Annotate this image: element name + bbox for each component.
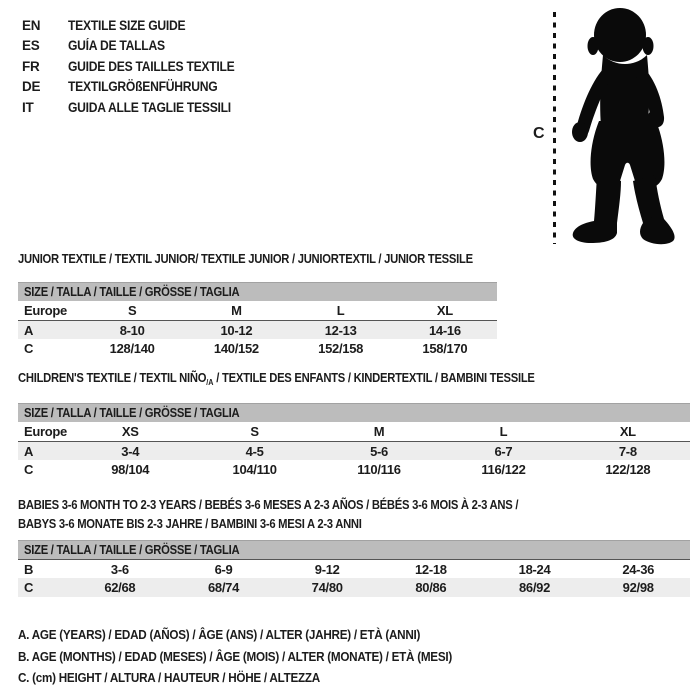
table-cell: 122/128 [605, 462, 651, 477]
language-code: IT [22, 99, 34, 115]
children-title-subscript: /A [206, 378, 214, 387]
row-label: C [24, 462, 34, 477]
table-row-europe [18, 301, 497, 320]
table-cell: 128/140 [109, 341, 155, 356]
table-row-age-months [18, 559, 690, 578]
table-cell: 6-9 [214, 561, 233, 577]
language-label: TEXTILGRÖßENFÜHRUNG [68, 79, 218, 95]
language-code: DE [22, 79, 41, 95]
table-row-age [18, 320, 497, 339]
language-row-fr [22, 56, 253, 77]
language-code: ES [22, 38, 40, 54]
row-label: Europe [24, 303, 67, 318]
babies-title-line2: BABYS 3-6 MONATE BIS 2-3 JAHRE / BAMBINI 3-6 MESI A 2-3 ANNI [18, 516, 362, 531]
table-cell: 98/104 [111, 462, 150, 477]
table-row-height [18, 339, 497, 358]
row-label: C [24, 341, 34, 356]
language-label: GUIDE DES TAILLES TEXTILE [68, 58, 235, 74]
children-title-part2: / TEXTILE DES ENFANTS / KINDERTEXTIL / BAMBINI TESSILE [213, 371, 535, 385]
table-cell: S [250, 424, 259, 439]
height-measure-label: C [533, 125, 545, 142]
table-cell: 152/158 [318, 341, 364, 356]
table-cell: 74/80 [311, 580, 343, 595]
table-row-height [18, 460, 690, 479]
toddler-silhouette-icon [563, 5, 695, 248]
legend [18, 624, 500, 689]
row-label: Europe [24, 424, 67, 439]
legend-line-a [18, 624, 500, 646]
table-header-bar [18, 282, 497, 301]
table-cell: XL [619, 424, 636, 439]
table-cell: 158/170 [422, 341, 468, 356]
table-cell: 86/92 [519, 580, 551, 595]
children-section-title [18, 371, 592, 387]
language-label: GUÍA DE TALLAS [68, 38, 165, 54]
table-cell: 7-8 [618, 443, 637, 459]
table-row-height [18, 578, 690, 597]
children-title-part1: CHILDREN'S TEXTILE / TEXTIL NIÑO [18, 371, 207, 385]
table-cell: 14-16 [429, 322, 461, 338]
babies-title-line1: BABIES 3-6 MONTH TO 2-3 YEARS / BEBÉS 3-6 MESES A 2-3 AÑOS / BÉBÉS 3-6 MOIS À 2-3 ANS / [18, 498, 519, 512]
table-cell: 110/116 [357, 462, 401, 477]
table-cell: M [373, 424, 385, 439]
table-header-label: SIZE / TALLA / TAILLE / GRÖSSE / TAGLIA [24, 406, 240, 420]
table-cell: 4-5 [245, 443, 264, 459]
row-label: B [24, 561, 34, 577]
language-row-it [22, 97, 253, 118]
language-code: FR [22, 58, 40, 74]
junior-size-table [18, 282, 497, 358]
table-cell: 80/86 [415, 580, 447, 595]
table-cell: XL [436, 303, 453, 318]
children-title-text [18, 371, 535, 387]
table-row-europe [18, 422, 690, 441]
language-label: TEXTILE SIZE GUIDE [68, 17, 186, 33]
language-row-en [22, 15, 253, 36]
table-cell: 140/152 [213, 341, 259, 356]
table-header-label: SIZE / TALLA / TAILLE / GRÖSSE / TAGLIA [24, 543, 240, 557]
row-label: A [24, 322, 34, 338]
language-list [22, 15, 253, 118]
table-cell: 3-4 [121, 443, 140, 459]
table-row-age [18, 441, 690, 460]
table-cell: 24-36 [622, 561, 655, 577]
table-cell: 3-6 [110, 561, 129, 577]
table-header-label: SIZE / TALLA / TAILLE / GRÖSSE / TAGLIA [24, 285, 240, 299]
junior-title-text: JUNIOR TEXTILE / TEXTIL JUNIOR/ TEXTILE JUNIOR / JUNIORTEXTIL / JUNIOR TESSILE [18, 252, 473, 266]
babies-section-title [18, 496, 574, 533]
table-cell: 62/68 [104, 580, 136, 595]
junior-section-title [18, 252, 523, 266]
table-cell: 10-12 [220, 322, 253, 338]
language-code: EN [22, 17, 41, 33]
table-cell: 8-10 [119, 322, 145, 338]
table-cell: 92/98 [622, 580, 654, 595]
height-measure-dashed-line [553, 12, 556, 244]
table-cell: 116/122 [481, 462, 526, 477]
table-cell: M [231, 303, 242, 318]
table-cell: 6-7 [494, 443, 513, 459]
table-cell: XS [121, 424, 139, 439]
table-cell: 68/74 [207, 580, 240, 595]
legend-text-c: C. (cm) HEIGHT / ALTURA / HAUTEUR / HÖHE / ALTEZZA [18, 670, 320, 685]
legend-line-c [18, 667, 500, 689]
babies-size-table [18, 540, 690, 597]
table-cell: L [499, 424, 508, 439]
table-header-bar [18, 540, 690, 559]
table-header-bar [18, 403, 690, 422]
language-row-de [22, 77, 253, 98]
legend-text-b: B. AGE (MONTHS) / EDAD (MESES) / ÂGE (MOIS) / ALTER (MONATE) / ETÀ (MESI) [18, 648, 452, 664]
legend-line-b [18, 646, 500, 668]
language-row-es [22, 36, 253, 57]
row-label: A [24, 443, 34, 459]
table-cell: L [336, 303, 345, 318]
table-cell: 18-24 [518, 561, 551, 577]
language-label: GUIDA ALLE TAGLIE TESSILI [68, 99, 231, 115]
table-cell: 12-13 [324, 322, 357, 338]
table-cell: 12-18 [414, 561, 447, 577]
table-cell: 5-6 [370, 443, 388, 459]
table-cell: 9-12 [314, 561, 340, 577]
table-cell: 104/110 [232, 462, 277, 477]
legend-text-a: A. AGE (YEARS) / EDAD (AÑOS) / ÂGE (ANS) / ALTER (JAHRE) / ETÀ (ANNI) [18, 627, 421, 642]
children-size-table [18, 403, 690, 479]
row-label: C [24, 580, 34, 595]
table-cell: S [127, 303, 137, 318]
